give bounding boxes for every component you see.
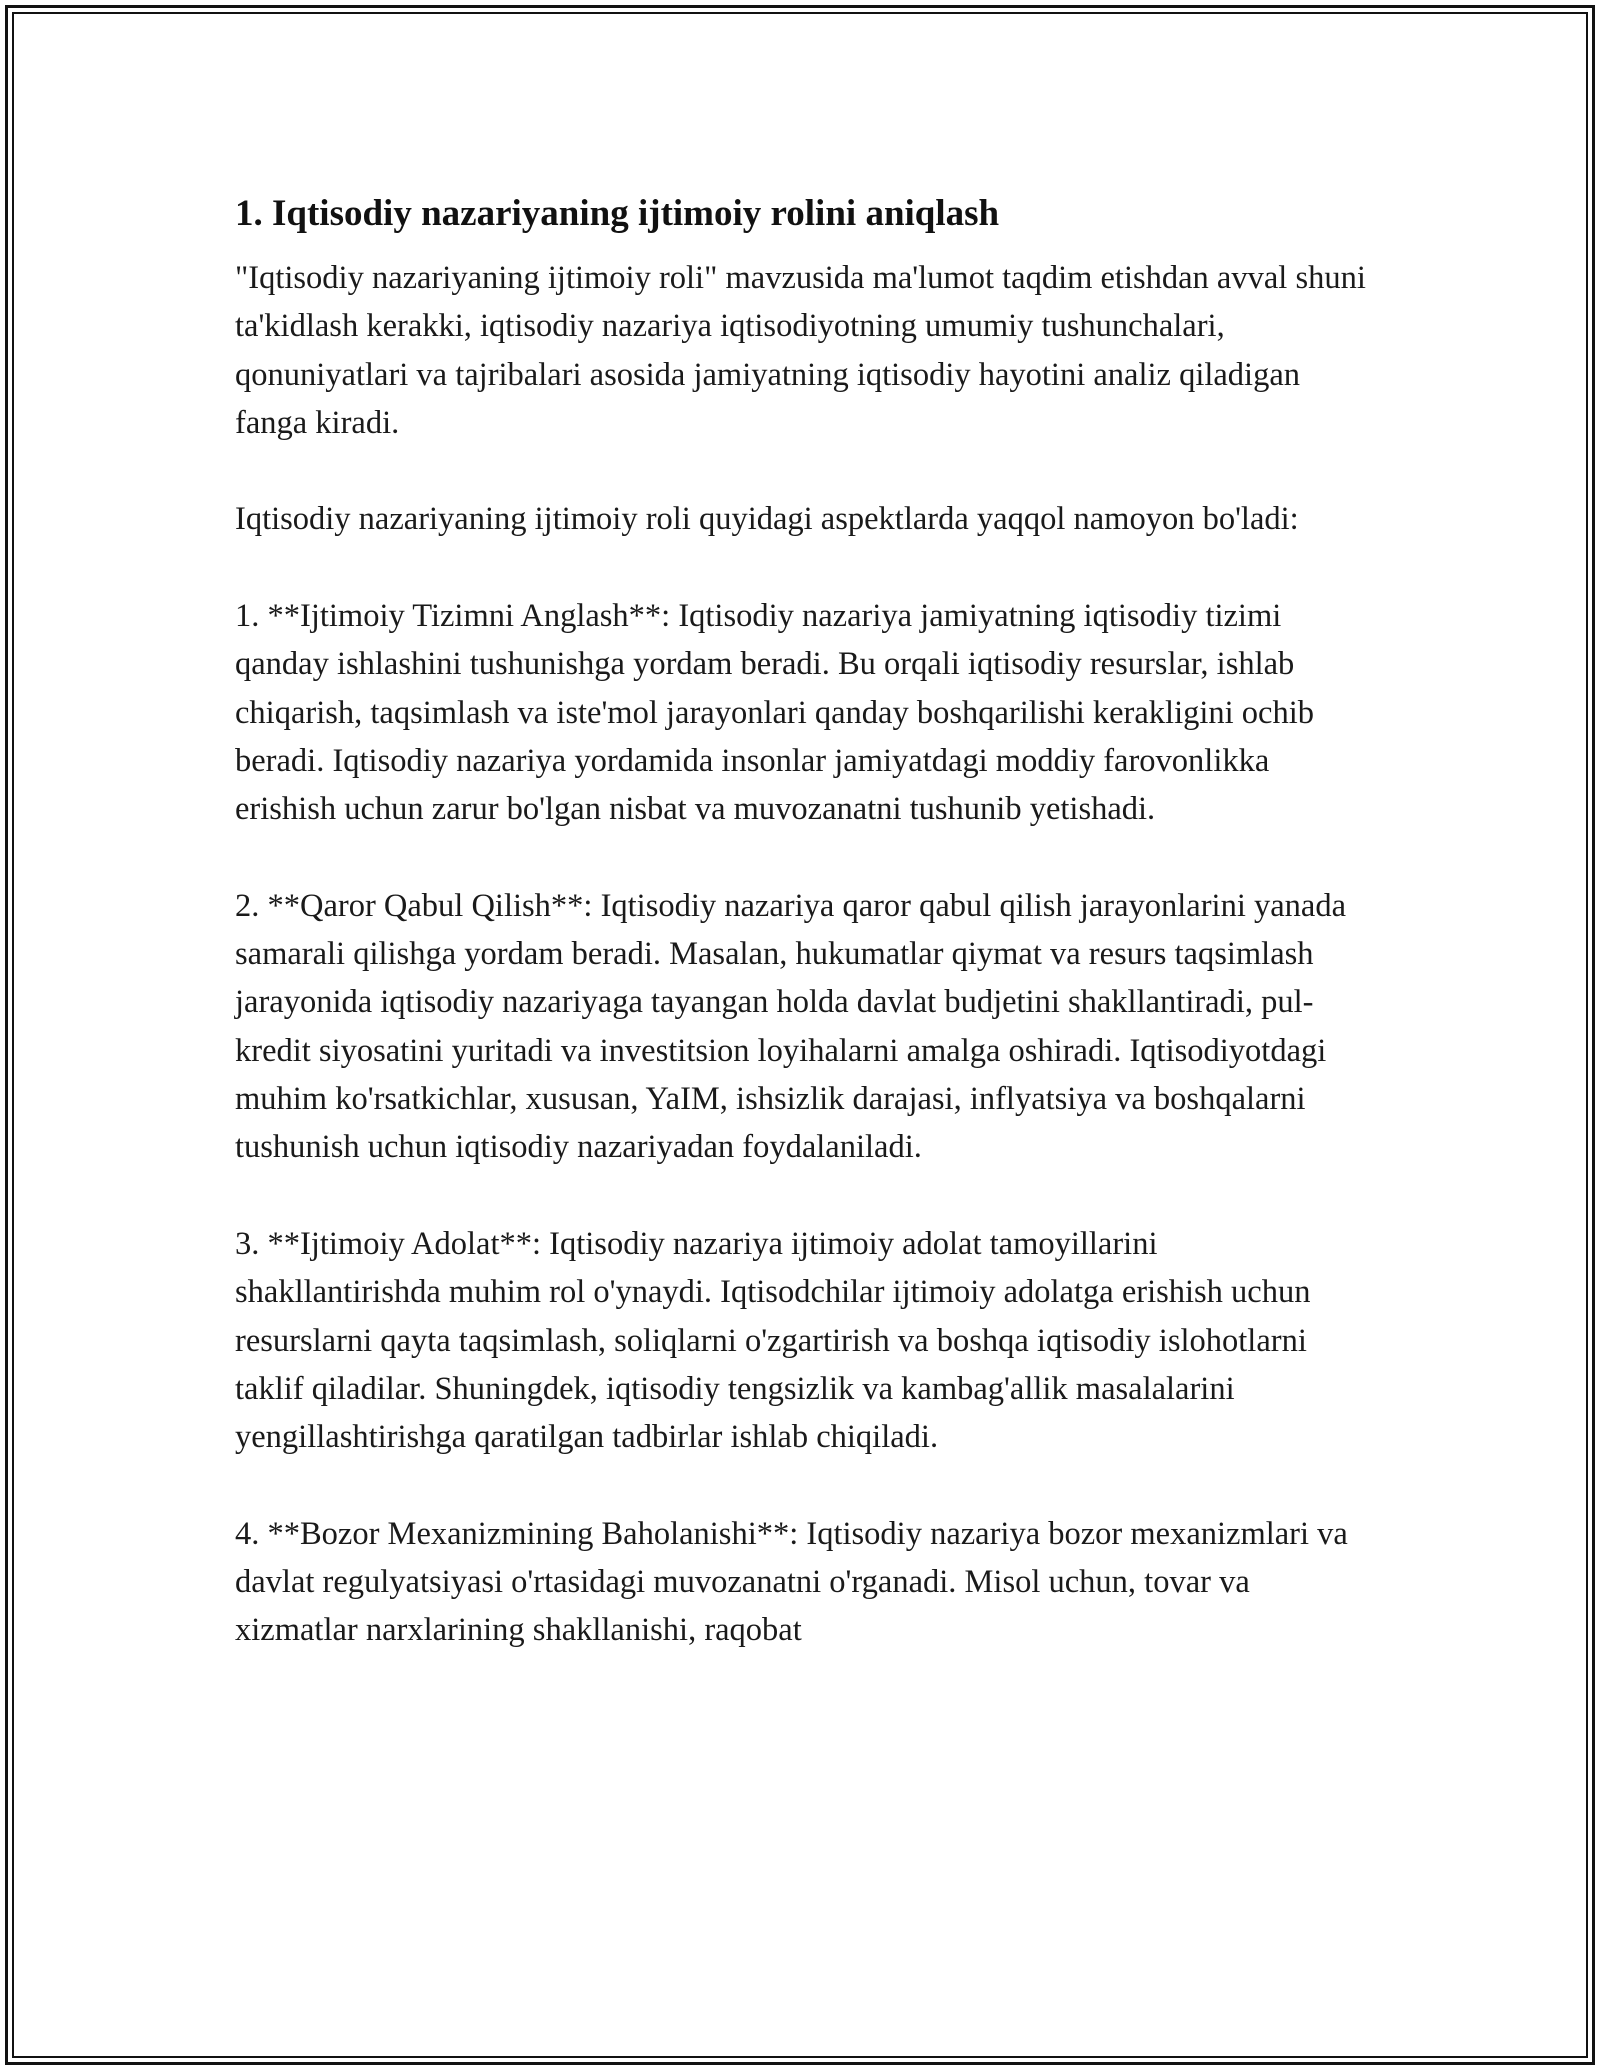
list-item-market-mechanism: 4. **Bozor Mexanizmining Baholanishi**: Iqtisodiy nazariya bozor mexanizmlari va davlat regulyatsiyasi o'rtasidagi muvozanatni o'rganadi. Misol uchun, tovar va xizmatlar narxlarining shakllanishi, raqobat — [235, 1515, 1348, 1649]
document-body — [235, 188, 1370, 1655]
document-title: 1. Iqtisodiy nazariyaning ijtimoiy rolini aniqlash — [235, 193, 1000, 234]
list-item-decision-making: 2. **Qaror Qabul Qilish**: Iqtisodiy nazariya qaror qabul qilish jarayonlarini yanada samarali qilishga yordam beradi. Masalan, hukumatlar qiymat va resurs taqsimlash jarayonida iqtisodiy nazariyaga tayangan holda davlat budjetini shakllantiradi, pul-kredit siyosatini yuritadi va investitsion loyihalarni amalga oshiradi. Iqtisodiyotdagi muhim ko'rsatkichlar, xususan, YaIM, ishsizlik darajasi, inflyatsiya va boshqalarni tushunish uchun iqtisodiy nazariyadan foydalaniladi. — [235, 887, 1347, 1166]
intro-paragraph: "Iqtisodiy nazariyaning ijtimoiy roli" mavzusida ma'lumot taqdim etishdan avval shuni ta'kidlash kerakki, iqtisodiy nazariya iqtisodiyotning umumiy tushunchalari, qonuniyatlari va tajribalari asosida jamiyatning iqtisodiy hayotini analiz qiladigan fanga kiradi. — [235, 260, 1366, 441]
list-item-social-justice: 3. **Ijtimoiy Adolat**: Iqtisodiy nazariya ijtimoiy adolat tamoyillarini shakllantirishda muhim rol o'ynaydi. Iqtisodchilar ijtimoiy adolatga erishish uchun resurslarni qayta taqsimlash, soliqlarni o'zgartirish va boshqa iqtisodiy islohotlarni taklif qiladilar. Shuningdek, iqtisodiy tengsizlik va kambag'allik masalalarini yengillashtirishga qaratilgan tadbirlar ishlab chiqiladi. — [235, 1225, 1311, 1456]
list-item-social-system: 1. **Ijtimoiy Tizimni Anglash**: Iqtisodiy nazariya jamiyatning iqtisodiy tizimi qanday ishlashini tushunishga yordam beradi. Bu orqali iqtisodiy resurslar, ishlab chiqarish, taqsimlash va iste'mol jarayonlari qanday boshqarilishi kerakligini ochib beradi. Iqtisodiy nazariya yordamida insonlar jamiyatdagi moddiy farovonlikka erishish uchun zarur bo'lgan nisbat va muvozanatni tushunib yetishadi. — [235, 598, 1315, 828]
aspects-lead-paragraph: Iqtisodiy nazariyaning ijtimoiy roli quyidagi aspektlarda yaqqol namoyon bo'ladi: — [235, 501, 1299, 538]
